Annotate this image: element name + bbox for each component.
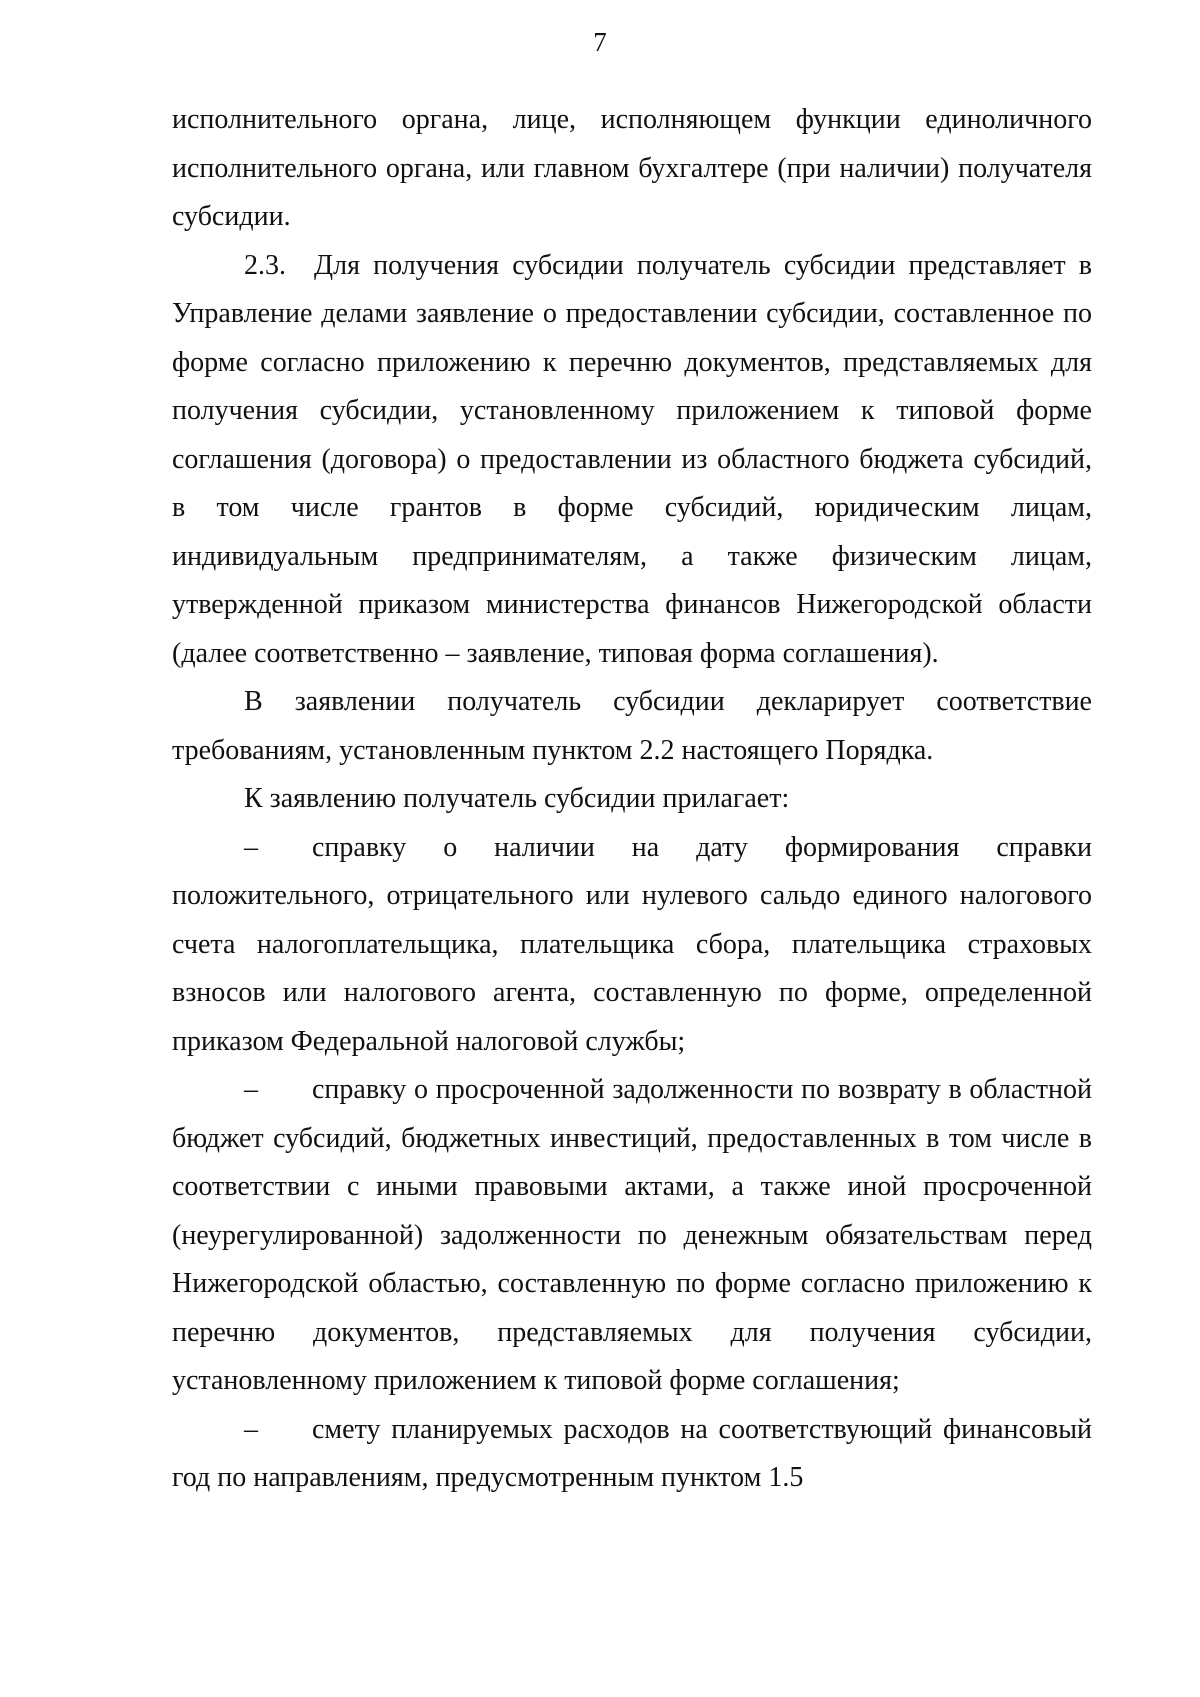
document-body [172, 96, 1092, 1503]
paragraph-attachments-intro: К заявлению получатель субсидии прилагает: [244, 783, 790, 814]
paragraph-clause-2-3 [172, 242, 1092, 679]
clause-number: 2.3. [244, 249, 286, 281]
list-dash: – [244, 1074, 258, 1105]
list-dash: – [244, 831, 258, 863]
paragraph-continuation: исполнительного органа, лице, исполняющем функции единоличного исполнительного органа, или главном бухгалтере (при наличии) получателя субсидии. [172, 104, 1092, 232]
list-item [172, 824, 1092, 1067]
list-item-text: смету планируемых расходов на соответствующий финансовый год по направлениям, предусмотренным пунктом 1.5 [172, 1413, 1092, 1493]
list-item-text: справку о просроченной задолженности по возврату в областной бюджет субсидий, бюджетных инвестиций, предоставленных в том числе в соответствии с иными правовыми актами, а также иной просроченной (неурегулированной) задолженности по денежным обязательствам перед Нижегородской областью, составленную по форме согласно приложению к перечню документов, представляемых для получения субсидии, установленному приложением к типовой форме соглашения; [172, 1074, 1092, 1396]
list-item [172, 1066, 1092, 1406]
page-number: 7 [593, 27, 607, 57]
paragraph-declaration: В заявлении получатель субсидии декларирует соответствие требованиям, установленным пунктом 2.2 настоящего Порядка. [172, 686, 1092, 766]
clause-text: Для получения субсидии получатель субсидии представляет в Управление делами заявление о предоставлении субсидии, составленное по форме согласно приложению к перечню документов, представляемых для получения субсидии, установленному приложением к типовой форме соглашения (договора) о предоставлении из областного бюджета субсидий, в том числе грантов в форме субсидий, юридическим лицам, индивидуальным предпринимателям, а также физическим лицам, утвержденной приказом министерства финансов Нижегородской области (далее соответственно – заявление, типовая форма соглашения). [172, 249, 1092, 669]
list-item-text: справку о наличии на дату формирования справки положительного, отрицательного или нулевого сальдо единого налогового счета налогоплательщика, плательщика сбора, плательщика страховых взносов или налогового агента, составленную по форме, определенной приказом Федеральной налоговой службы; [172, 831, 1092, 1057]
list-dash: – [244, 1413, 258, 1445]
list-item [172, 1406, 1092, 1503]
